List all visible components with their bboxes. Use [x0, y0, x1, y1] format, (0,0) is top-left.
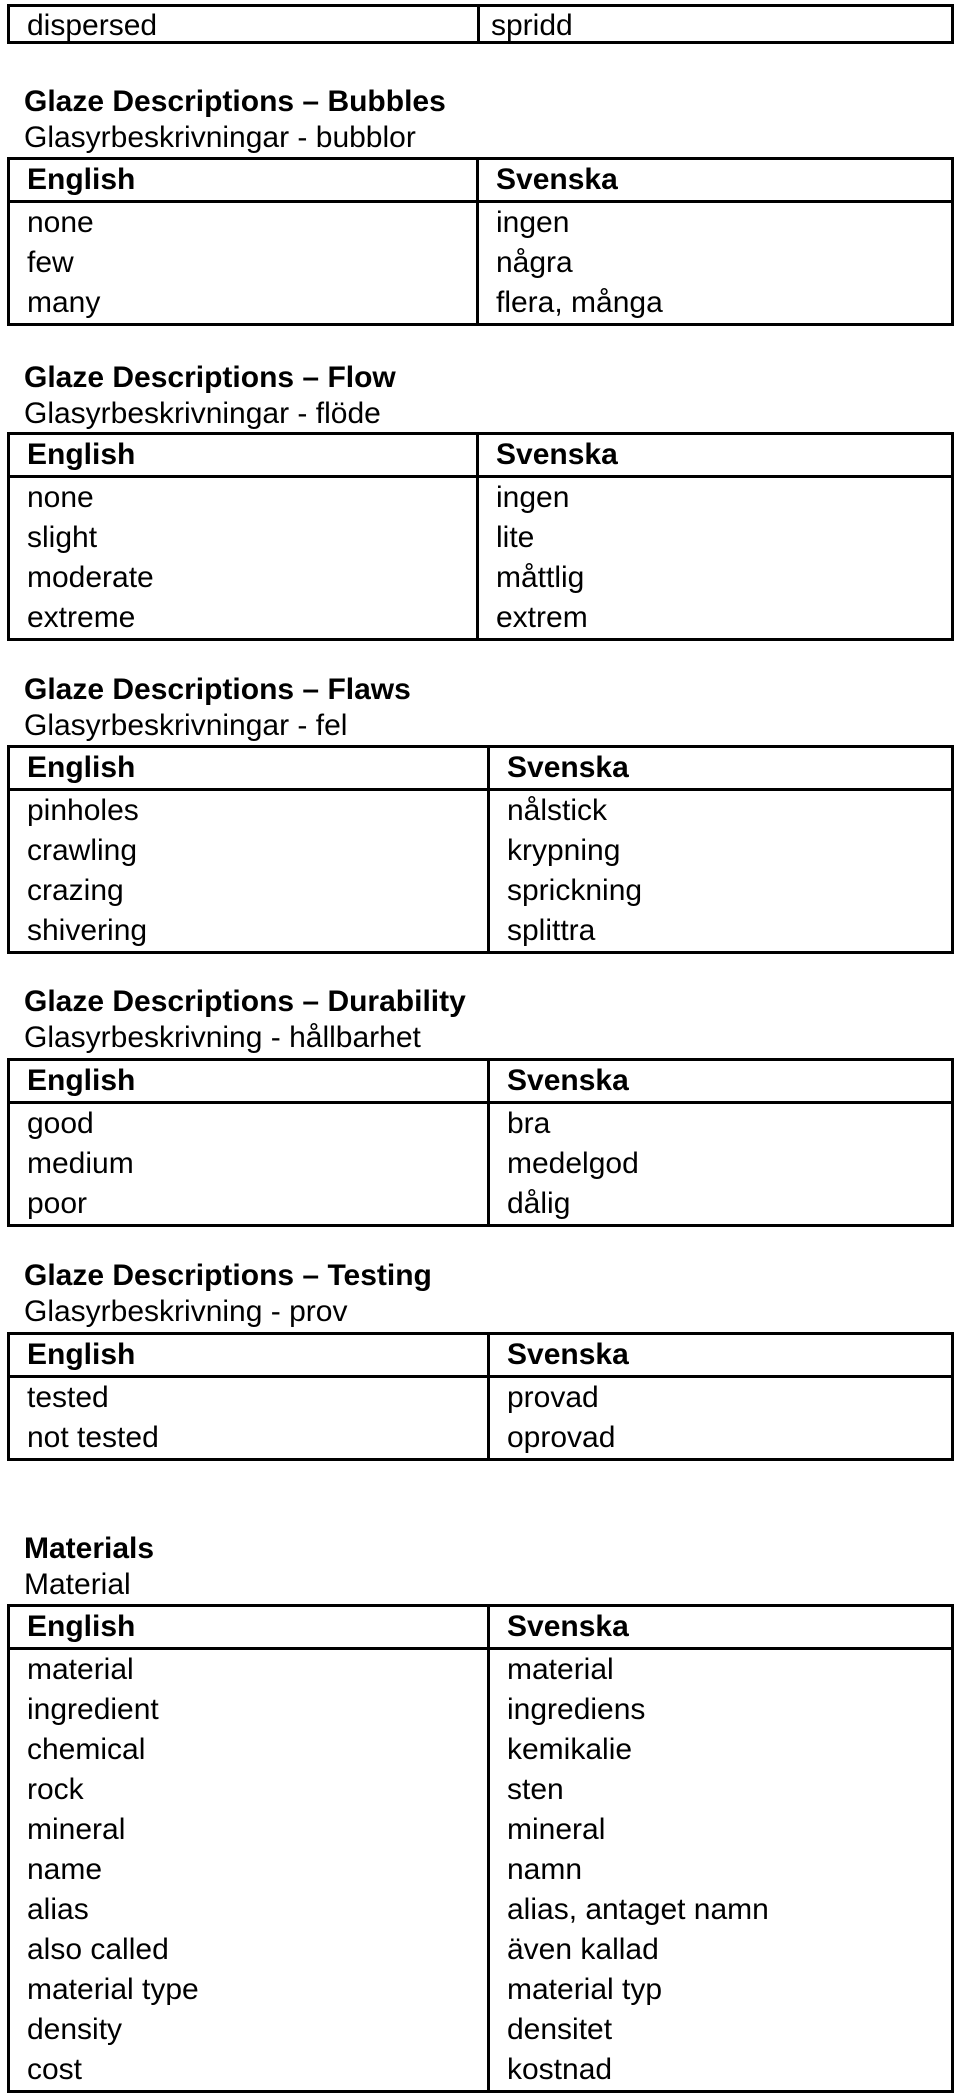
cell-sv: material typ — [489, 1970, 953, 2010]
table-row — [9, 1377, 953, 1419]
cell-en: tested — [27, 1381, 109, 1414]
table-row — [9, 1144, 953, 1184]
cell-en: good — [27, 1107, 94, 1140]
section-title-flow: Glaze Descriptions – Flow — [24, 361, 396, 394]
header-svenska: Svenska — [489, 1334, 953, 1377]
table-flow — [7, 432, 954, 641]
table-header-row — [9, 1606, 953, 1649]
cell-sv: sprickning — [489, 871, 953, 911]
cell-sv: material — [489, 1649, 953, 1691]
cell-en: medium — [27, 1147, 134, 1180]
section-subtitle-flaws: Glasyrbeskrivningar - fel — [24, 709, 348, 742]
table-row — [9, 598, 953, 640]
cell-sv: flera, många — [478, 283, 953, 325]
section-title-durability: Glaze Descriptions – Durability — [24, 985, 466, 1018]
cell-en: material — [27, 1653, 134, 1686]
header-svenska: Svenska — [489, 747, 953, 790]
cell-sv: även kallad — [489, 1930, 953, 1970]
cell-sv: sten — [489, 1770, 953, 1810]
header-english: English — [27, 1064, 136, 1097]
cell-en: pinholes — [27, 794, 139, 827]
cell-en: slight — [27, 521, 98, 554]
header-english: English — [27, 751, 136, 784]
table-row — [9, 202, 953, 244]
table-testing — [7, 1332, 954, 1461]
cell-sv: nålstick — [489, 790, 953, 832]
table-durability — [7, 1058, 954, 1227]
header-english: English — [27, 1338, 136, 1371]
cell-en: ingredient — [27, 1693, 159, 1726]
cell-en: few — [27, 246, 74, 279]
header-svenska: Svenska — [478, 434, 953, 477]
cell-en: crawling — [27, 834, 138, 867]
top-row-sv: spridd — [491, 9, 573, 42]
cell-en: poor — [27, 1187, 88, 1220]
cell-en: material type — [27, 1973, 199, 2006]
cell-en: shivering — [27, 914, 148, 947]
header-english: English — [27, 163, 136, 196]
cell-en: not tested — [27, 1421, 159, 1454]
table-row — [9, 2050, 953, 2092]
table-row — [9, 1690, 953, 1730]
table-row — [9, 1184, 953, 1226]
cell-sv: splittra — [489, 911, 953, 953]
section-title-flaws: Glaze Descriptions – Flaws — [24, 673, 411, 706]
section-subtitle-bubbles: Glasyrbeskrivningar - bubblor — [24, 121, 416, 154]
cell-en: also called — [27, 1933, 169, 1966]
cell-sv: dålig — [489, 1184, 953, 1226]
table-row — [9, 2010, 953, 2050]
header-svenska: Svenska — [489, 1606, 953, 1649]
table-row — [9, 790, 953, 832]
section-title-materials: Materials — [24, 1532, 155, 1565]
cell-sv: alias, antaget namn — [489, 1890, 953, 1930]
cell-en: many — [27, 286, 101, 319]
cell-en: alias — [27, 1893, 89, 1926]
table-row — [9, 243, 953, 283]
table-row — [9, 871, 953, 911]
top-row — [7, 4, 954, 44]
table-row — [9, 1103, 953, 1145]
header-svenska: Svenska — [489, 1060, 953, 1103]
cell-sv: namn — [489, 1850, 953, 1890]
cell-en: chemical — [27, 1733, 146, 1766]
cell-en: none — [27, 481, 94, 514]
table-header-row — [9, 159, 953, 202]
cell-en: cost — [27, 2053, 83, 2086]
table-header-row — [9, 747, 953, 790]
cell-sv: måttlig — [478, 558, 953, 598]
cell-sv: extrem — [478, 598, 953, 640]
table-row — [9, 1649, 953, 1691]
cell-sv: oprovad — [489, 1418, 953, 1460]
cell-en: moderate — [27, 561, 154, 594]
cell-sv: några — [478, 243, 953, 283]
table-row — [9, 1970, 953, 2010]
table-bubbles — [7, 157, 954, 326]
table-row — [9, 477, 953, 519]
cell-en: name — [27, 1853, 103, 1886]
cell-sv: kostnad — [489, 2050, 953, 2092]
cell-en: crazing — [27, 874, 124, 907]
table-row — [9, 1930, 953, 1970]
section-subtitle-durability: Glasyrbeskrivning - hållbarhet — [24, 1021, 421, 1054]
table-row — [9, 911, 953, 953]
section-subtitle-flow: Glasyrbeskrivningar - flöde — [24, 397, 381, 430]
cell-sv: kemikalie — [489, 1730, 953, 1770]
cell-sv: densitet — [489, 2010, 953, 2050]
header-english: English — [27, 438, 136, 471]
cell-en: none — [27, 206, 94, 239]
cell-sv: ingen — [478, 477, 953, 519]
cell-en: extreme — [27, 601, 136, 634]
section-subtitle-testing: Glasyrbeskrivning - prov — [24, 1295, 348, 1328]
table-row — [9, 1770, 953, 1810]
table-row — [9, 1418, 953, 1460]
table-row — [9, 1810, 953, 1850]
table-row — [9, 283, 953, 325]
table-header-row — [9, 434, 953, 477]
top-row-en: dispersed — [27, 9, 158, 42]
table-flaws — [7, 745, 954, 954]
cell-en: density — [27, 2013, 123, 2046]
cell-en: rock — [27, 1773, 84, 1806]
table-header-row — [9, 1334, 953, 1377]
cell-sv: ingrediens — [489, 1690, 953, 1730]
table-row — [9, 558, 953, 598]
table-row — [9, 1890, 953, 1930]
table-row — [9, 1730, 953, 1770]
column-divider — [477, 7, 480, 41]
table-header-row — [9, 1060, 953, 1103]
cell-sv: provad — [489, 1377, 953, 1419]
cell-sv: lite — [478, 518, 953, 558]
table-materials — [7, 1604, 954, 2093]
table-row — [9, 518, 953, 558]
header-english: English — [27, 1610, 136, 1643]
section-subtitle-materials: Material — [24, 1568, 131, 1601]
cell-sv: bra — [489, 1103, 953, 1145]
cell-en: mineral — [27, 1813, 126, 1846]
table-row — [9, 831, 953, 871]
cell-sv: medelgod — [489, 1144, 953, 1184]
header-svenska: Svenska — [478, 159, 953, 202]
cell-sv: ingen — [478, 202, 953, 244]
cell-sv: mineral — [489, 1810, 953, 1850]
table-row — [9, 1850, 953, 1890]
section-title-testing: Glaze Descriptions – Testing — [24, 1259, 432, 1292]
section-title-bubbles: Glaze Descriptions – Bubbles — [24, 85, 446, 118]
cell-sv: krypning — [489, 831, 953, 871]
